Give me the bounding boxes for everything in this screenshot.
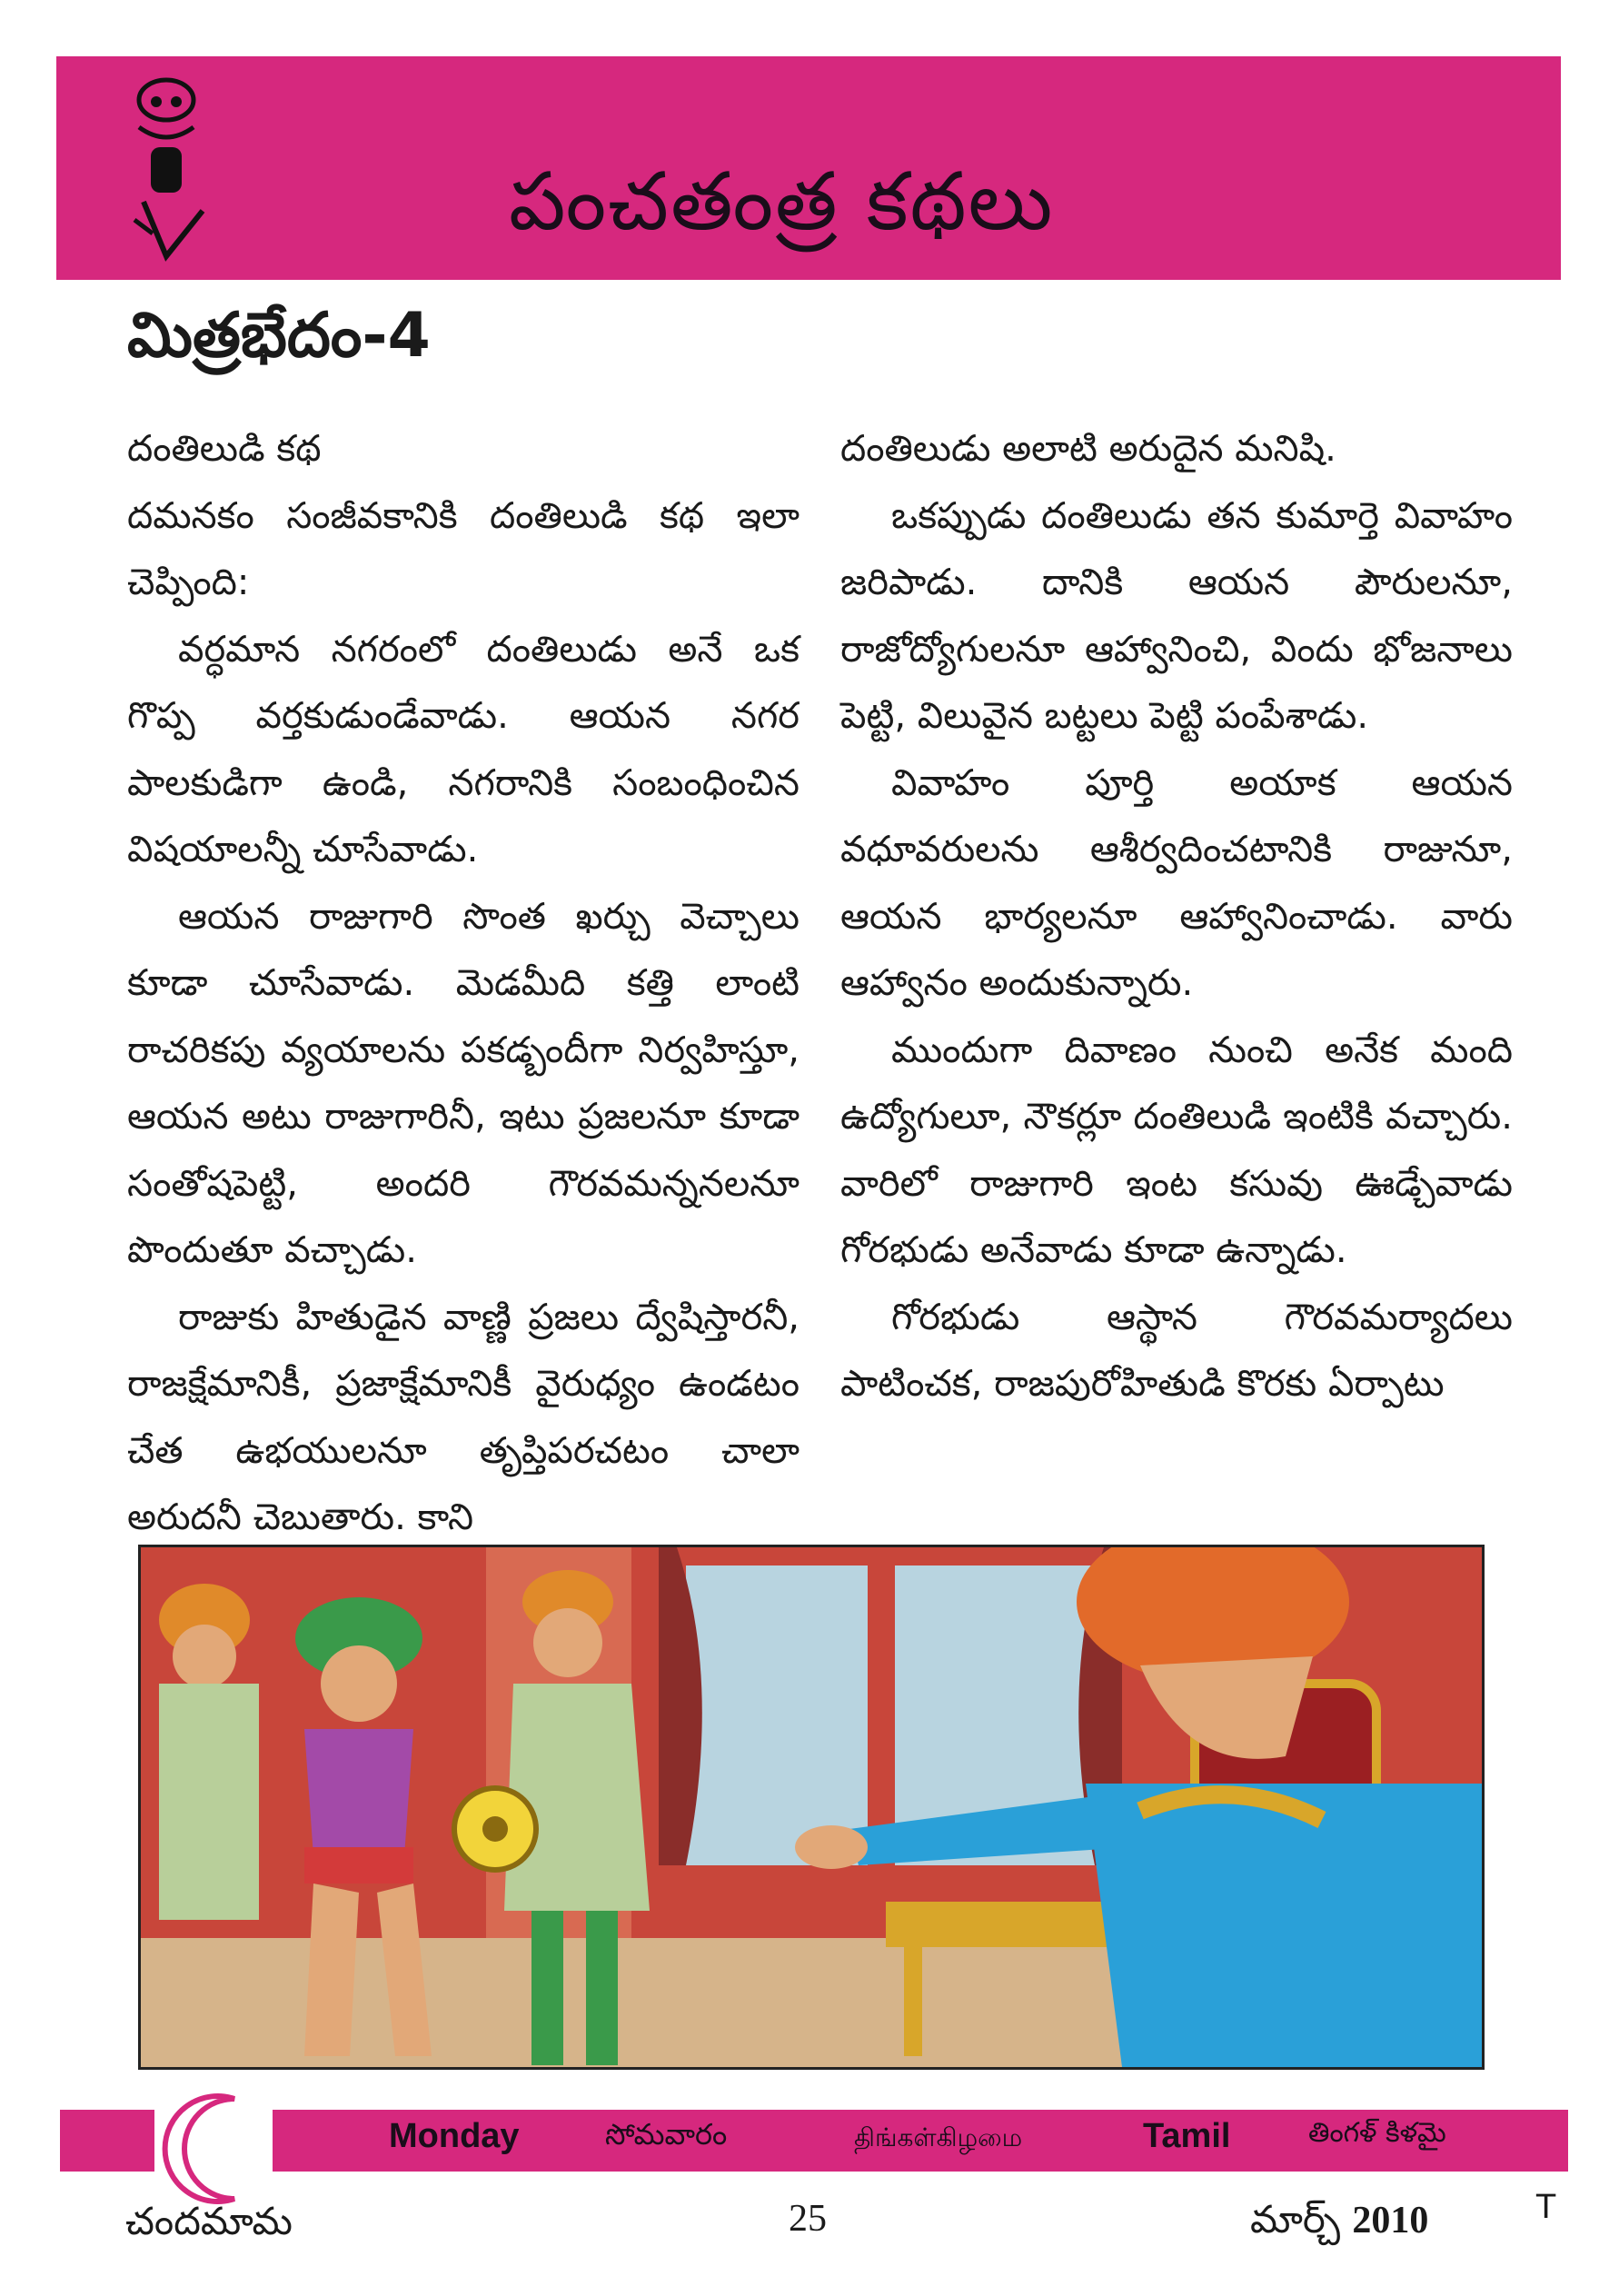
page-number: 25 [789,2198,827,2240]
issue-year: 2010 [1352,2200,1429,2241]
paragraph: దంతిలుడు అలాటి అరుదైన మనిషి. [840,428,1336,470]
footer-band-left [60,2110,154,2172]
section-title: మిత్రభేదం-4 [127,300,431,372]
story-subheading: దంతిలుడి కథ [127,428,322,470]
paragraph: వివాహం పూర్తి అయాక ఆయన వధూవరులను ఆశీర్వదించటానికి రాజునూ, ఆయన భార్యలనూ ఆహ్వానించాడు. వారు ఆహ్వానం అందుకున్నారు. [840,761,1513,1004]
day-tamil-transliteration: తింగళ్ కిళమై [1308,2117,1446,2149]
magazine-logo-icon [116,75,216,265]
paragraph: రాజుకు హితుడైన వాణ్ణి ప్రజలు ద్వేషిస్తారనీ, రాజక్షేమానికీ, ప్రజాక్షేమానికీ వైరుధ్యం ఉండటం చేత ఉభయులనూ తృప్తిపరచటం చాలా అరుదనీ చెబుతారు. కాని [127,1296,800,1538]
paragraph: గోరభుడు ఆస్థాన గౌరవమర్యాదలు పాటించక, రాజపురోహితుడి కొరకు ఏర్పాటు [840,1296,1513,1405]
magazine-name: చందమామ [125,2199,293,2243]
language-label: Tamil [1143,2117,1231,2155]
issue-date [1250,2197,1428,2251]
crescent-moon-icon [162,2090,271,2208]
day-tamil: திங்கள்கிழமை [854,2122,1023,2152]
right-column [840,416,1513,1418]
day-telugu: సోమవారం [605,2117,728,2152]
paragraph: దమనకం సంజీవకానికి దంతిలుడి కథ ఇలా చెప్పింది: [127,494,800,603]
paragraph: ముందుగా దివాణం నుంచి అనేక మంది ఉద్యోగులూ, నౌకర్లూ దంతిలుడి ఇంటికి వచ్చారు. వారిలో రాజుగారి ఇంట కసువు ఊడ్చేవాడు గోరభుడు అనేవాడు కూడా ఉన్నాడు. [840,1029,1513,1271]
paragraph: ఆయన రాజుగారి సొంత ఖర్చు వెచ్చాలు కూడా చూసేవాడు. మెడమీది కత్తి లాంటి రాచరికపు వ్యయాలను పకడ్బందీగా నిర్వహిస్తూ, ఆయన అటు రాజుగారినీ, ఇటు ప్రజలనూ కూడా సంతోషపెట్టి, అందరి గౌరవమన్ననలనూ పొందుతూ వచ్చాడు. [127,895,800,1271]
issue-month: మార్చ్ [1250,2197,1341,2241]
edition-mark: T [1535,2188,1557,2226]
left-column [127,416,800,1552]
story-illustration [138,1545,1485,2070]
day-english: Monday [389,2117,520,2155]
paragraph: వర్ధమాన నగరంలో దంతిలుడు అనే ఒక గొప్ప వర్తకుడుండేవాడు. ఆయన నగర పాలకుడిగా ఉండి, నగరానికి సంబంధించిన విషయాలన్నీ చూసేవాడు. [127,628,800,870]
paragraph: ఒకప్పుడు దంతిలుడు తన కుమార్తె వివాహం జరిపాడు. దానికి ఆయన పౌరులనూ, రాజోద్యోగులనూ ఆహ్వానించి, విందు భోజనాలు పెట్టి, విలువైన బట్టలు పెట్టి పంపేశాడు. [840,494,1513,737]
page-title: పంచతంత్ర కథలు [509,154,1055,248]
